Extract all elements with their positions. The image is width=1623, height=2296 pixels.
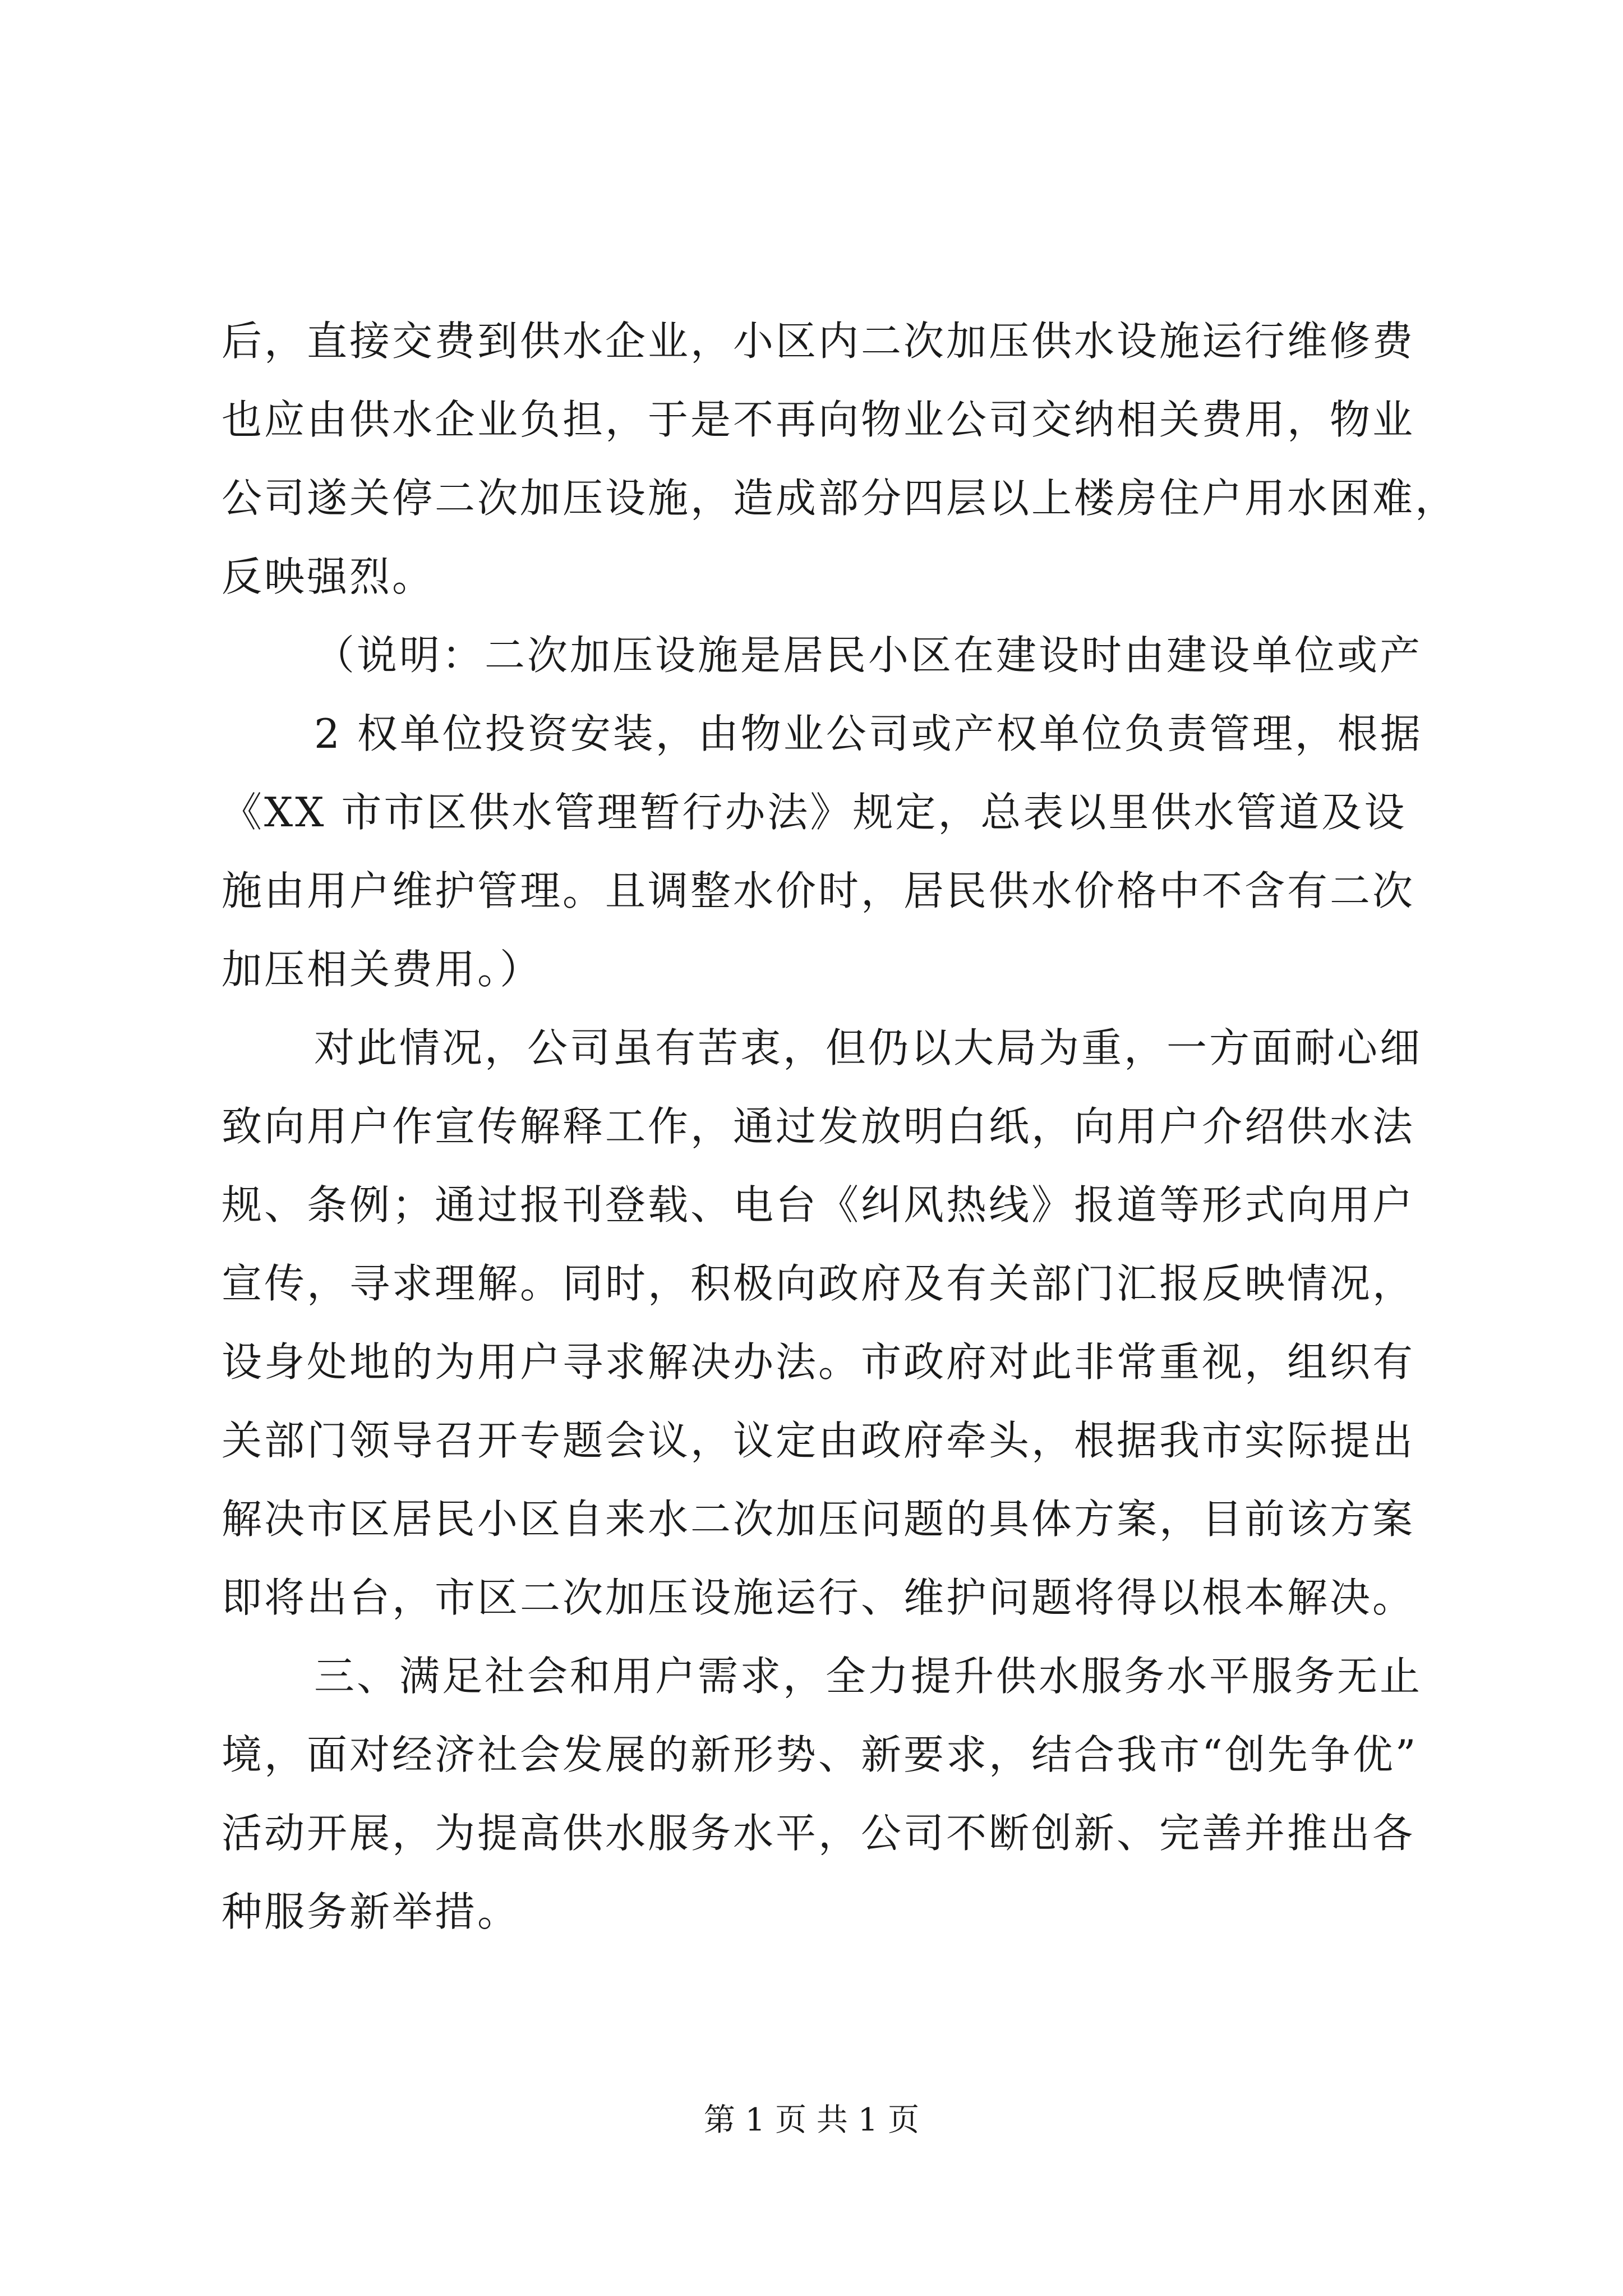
text-line: 规、条例；通过报刊登载、电台《纠风热线》报道等形式向用户 (222, 1181, 1415, 1228)
text-line: 设身处地的为用户寻求解决办法。市政府对此非常重视，组织有 (222, 1338, 1415, 1386)
text-line: 公司遂关停二次加压设施，造成部分四层以上楼房住户用水困难， (222, 475, 1458, 522)
text-line: （说明：二次加压设施是居民小区在建设时由建设单位或产 (314, 632, 1423, 679)
text-line: 三、满足社会和用户需求，全力提升供水服务水平服务无止 (314, 1653, 1423, 1700)
text-line: 2 权单位投资安装，由物业公司或产权单位负责管理，根据 (314, 710, 1423, 757)
text-line: 致向用户作宣传解释工作，通过发放明白纸，向用户介绍供水法 (222, 1103, 1415, 1150)
text-line: 活动开展，为提高供水服务水平，公司不断创新、完善并推出各 (222, 1810, 1415, 1857)
text-line: 解决市区居民小区自来水二次加压问题的具体方案，目前该方案 (222, 1496, 1415, 1543)
text-line: 后，直接交费到供水企业，小区内二次加压供水设施运行维修费 (222, 318, 1415, 365)
text-line: 反映强烈。 (222, 553, 435, 600)
text-line: 即将出台，市区二次加压设施运行、维护问题将得以根本解决。 (222, 1574, 1415, 1621)
text-line: 施由用户维护管理。且调整水价时，居民供水价格中不含有二次 (222, 867, 1415, 914)
text-line: 加压相关费用。） (222, 946, 543, 993)
text-line: 种服务新举措。 (222, 1888, 520, 1935)
text-line: 《XX 市市区供水管理暂行办法》规定，总表以里供水管道及设 (222, 789, 1407, 836)
text-line: 也应由供水企业负担，于是不再向物业公司交纳相关费用，物业 (222, 396, 1415, 443)
text-line: 关部门领导召开专题会议，议定由政府牵头，根据我市实际提出 (222, 1417, 1415, 1464)
page-number-footer: 第 1 页 共 1 页 (703, 2102, 920, 2138)
text-line: 宣传，寻求理解。同时，积极向政府及有关部门汇报反映情况， (222, 1260, 1415, 1307)
text-line: 对此情况，公司虽有苦衷，但仍以大局为重，一方面耐心细 (314, 1024, 1423, 1071)
text-line: 境，面对经济社会发展的新形势、新要求，结合我市“创先争优” (222, 1731, 1418, 1778)
